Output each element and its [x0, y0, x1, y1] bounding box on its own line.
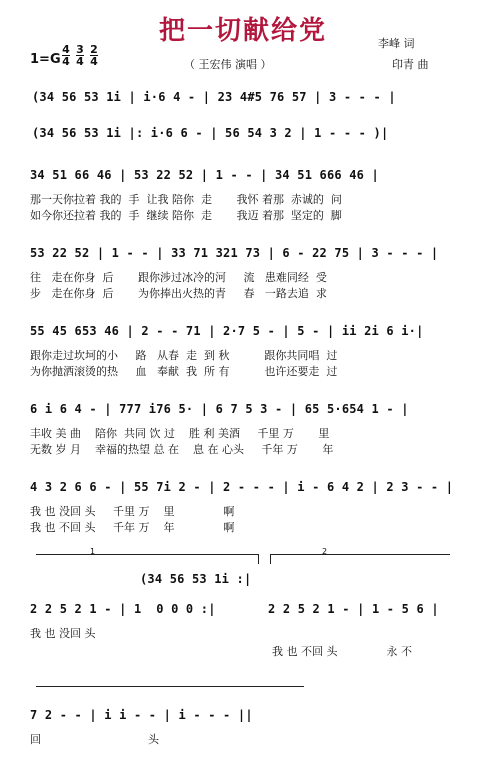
ending1-notation: 2 2 5 2 1 - | 1 0 0 0 :|: [30, 602, 216, 616]
meter-3-4: 3 4: [76, 43, 84, 68]
verse-notation-5: 4 3 2 6 6 - | 55 7i 2 - | 2 - - - | i - 6 4 2 | 2 3 - - |: [30, 480, 454, 494]
lyrics-ending1: 我 也 没回 头: [30, 627, 96, 640]
song-title: 把一切献给党: [158, 16, 327, 46]
time-signatures: [62, 44, 98, 67]
volta-bracket-1-end: [258, 554, 259, 564]
lyrics-final-2: 头: [148, 733, 159, 746]
lyrics-verse1-line2: 往 走在你身 后 跟你涉过冰冷的河 流 患难同经 受: [30, 271, 327, 284]
volta-bracket-2-start: [270, 554, 271, 564]
volta-number-1: 1: [90, 547, 96, 556]
lyrics-verse1-line5: 我 也 没回 头 千里 万 里 啊: [30, 505, 235, 518]
meter-4-4: 4 4: [62, 43, 70, 68]
intro-line-2: (34 56 53 1i |: i·6 6 - | 56 54 3 2 | 1 - - - )|: [32, 126, 389, 140]
lyrics-verse1-line1: 那一天你拉着 我的 手 让我 陪你 走 我怀 着那 赤诚的 问: [30, 193, 342, 206]
lyrics-verse2-line2: 步 走在你身 后 为你捧出火热的青 春 一路去追 求: [30, 287, 327, 300]
repeat-intro-notation: (34 56 53 1i :|: [140, 572, 252, 586]
lyricist-credit: 李峰 词: [378, 37, 415, 50]
lyrics-verse1-line4: 丰收 美 曲 陪你 共同 饮 过 胜 利 美酒 千里 万 里: [30, 427, 330, 440]
ending2-notation: 2 2 5 2 1 - | 1 - 5 6 |: [268, 602, 439, 616]
verse-notation-4: 6 i 6 4 - | 777 i76 5· | 6 7 5 3 - | 65 5·654 1 - |: [30, 402, 409, 416]
volta-bracket-1: [36, 554, 258, 555]
lyrics-verse1-line3: 跟你走过坎坷的小 路 从春 走 到 秋 跟你共同唱 过: [30, 349, 338, 362]
verse-notation-1: 34 51 66 46 | 53 22 52 | 1 - - | 34 51 666 46 |: [30, 168, 379, 182]
lyrics-verse2-line5: 我 也 不回 头 千年 万 年 啊: [30, 521, 235, 534]
lyrics-final-1: 回: [30, 733, 41, 746]
composer-credit: 印青 曲: [392, 58, 429, 71]
lyrics-verse2-line3: 为你抛洒滚烫的热 血 奉献 我 所 有 也许还要走 过: [30, 365, 338, 378]
key-signature: 1=G: [30, 52, 61, 67]
final-phrase-slur: [36, 686, 304, 687]
verse-notation-2: 53 22 52 | 1 - - | 33 71 321 73 | 6 - 22 75 | 3 - - - |: [30, 246, 439, 260]
meter-2-4: 2 4: [90, 43, 98, 68]
volta-bracket-2: [270, 554, 450, 555]
volta-number-2: 2: [322, 547, 328, 556]
lyrics-verse2-line1: 如今你还拉着 我的 手 继续 陪你 走 我迈 着那 坚定的 脚: [30, 209, 342, 222]
verse-notation-3: 55 45 653 46 | 2 - - 71 | 2·7 5 - | 5 - | ii 2i 6 i·|: [30, 324, 424, 338]
final-notation: 7 2 - - | i i - - | i - - - ||: [30, 708, 253, 722]
lyrics-verse2-line4: 无数 岁 月 幸福的热望 总 在 息 在 心头 千年 万 年: [30, 443, 334, 456]
performer-credit: （ 王宏伟 演唱 ）: [184, 58, 272, 71]
intro-line-1: (34 56 53 1i | i·6 4 - | 23 4#5 76 57 | 3 - - - |: [32, 90, 396, 104]
lyrics-ending2: 我 也 不回 头 永 不: [272, 645, 412, 658]
